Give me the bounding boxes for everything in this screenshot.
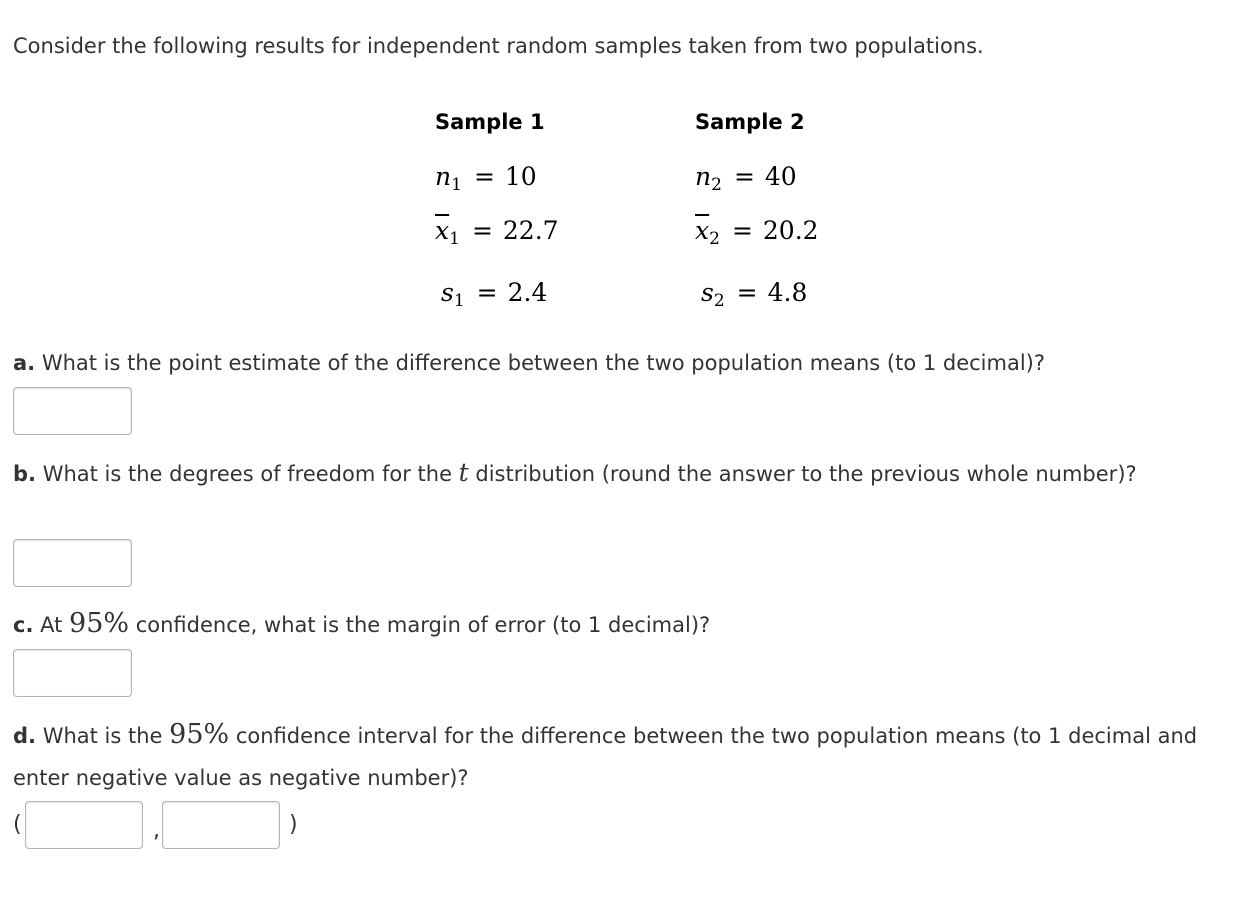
question-c-letter: c.	[13, 613, 34, 637]
interval-upper-input[interactable]	[162, 801, 280, 849]
interval-comma: ,	[153, 818, 160, 843]
s1-subscript: 1	[453, 291, 465, 311]
question-d-text-after: confidence interval for the difference between the two population means (to 1 decimal and enter negative value as negative number)?	[13, 724, 1198, 790]
equals-sign: =	[471, 216, 493, 245]
n2-value: 40	[764, 162, 797, 191]
xbar1-subscript: 1	[449, 229, 460, 249]
sample-2-mean	[695, 216, 819, 249]
question-c-text-after: confidence, what is the margin of error (to 1 decimal)?	[129, 613, 711, 637]
problem-intro: Consider the following results for independent random samples taken from two populations.	[13, 34, 984, 58]
question-a-text: What is the point estimate of the difference between the two population means (to 1 decimal)?	[35, 351, 1046, 375]
xbar1-value: 22.7	[502, 216, 559, 245]
t-symbol: t	[458, 458, 469, 487]
confidence-level: 95%	[169, 719, 230, 750]
equals-sign: =	[733, 162, 755, 191]
n1-symbol: n	[435, 162, 452, 191]
xbar2-value: 20.2	[762, 216, 819, 245]
s1-symbol: s	[441, 278, 454, 307]
equals-sign: =	[476, 278, 498, 307]
answer-a-input[interactable]	[13, 387, 132, 435]
s1-value: 2.4	[507, 278, 548, 307]
n2-symbol: n	[695, 162, 712, 191]
equals-sign: =	[473, 162, 495, 191]
xbar2-subscript: 2	[709, 229, 720, 249]
confidence-level: 95%	[69, 608, 130, 639]
sample-2-header: Sample 2	[695, 110, 805, 134]
sample-1-mean	[435, 216, 559, 249]
n2-subscript: 2	[711, 175, 722, 195]
interval-lower-input[interactable]	[25, 801, 143, 849]
s2-symbol: s	[701, 278, 714, 307]
question-c-text-before: At	[33, 613, 70, 637]
xbar2-symbol: $\overline{x}$	[695, 216, 710, 245]
equals-sign: =	[736, 278, 758, 307]
question-d-letter: d.	[13, 724, 37, 748]
question-b	[13, 452, 1203, 495]
sample-2-sd	[701, 278, 808, 311]
equals-sign: =	[731, 216, 753, 245]
sample-1-sd	[441, 278, 548, 311]
question-d	[13, 714, 1223, 799]
interval-open-paren: (	[13, 812, 22, 837]
sample-2-n	[695, 162, 797, 195]
question-a	[13, 342, 1233, 384]
question-b-letter: b.	[13, 462, 37, 486]
answer-c-input[interactable]	[13, 649, 132, 697]
question-d-text-before: What is the	[36, 724, 170, 748]
s2-subscript: 2	[713, 291, 725, 311]
question-a-letter: a.	[13, 351, 36, 375]
sample-1-header: Sample 1	[435, 110, 545, 134]
question-c	[13, 603, 1233, 646]
question-b-text-before: What is the degrees of freedom for the	[36, 462, 459, 486]
n1-subscript: 1	[451, 175, 462, 195]
sample-summary-table	[425, 100, 855, 320]
xbar1-symbol: $\overline{x}$	[435, 216, 450, 245]
sample-1-n	[435, 162, 537, 195]
question-b-text-after: distribution (round the answer to the previous whole number)?	[468, 462, 1137, 486]
interval-close-paren: )	[289, 812, 298, 837]
answer-b-input[interactable]	[13, 539, 132, 587]
n1-value: 10	[504, 162, 537, 191]
s2-value: 4.8	[767, 278, 808, 307]
